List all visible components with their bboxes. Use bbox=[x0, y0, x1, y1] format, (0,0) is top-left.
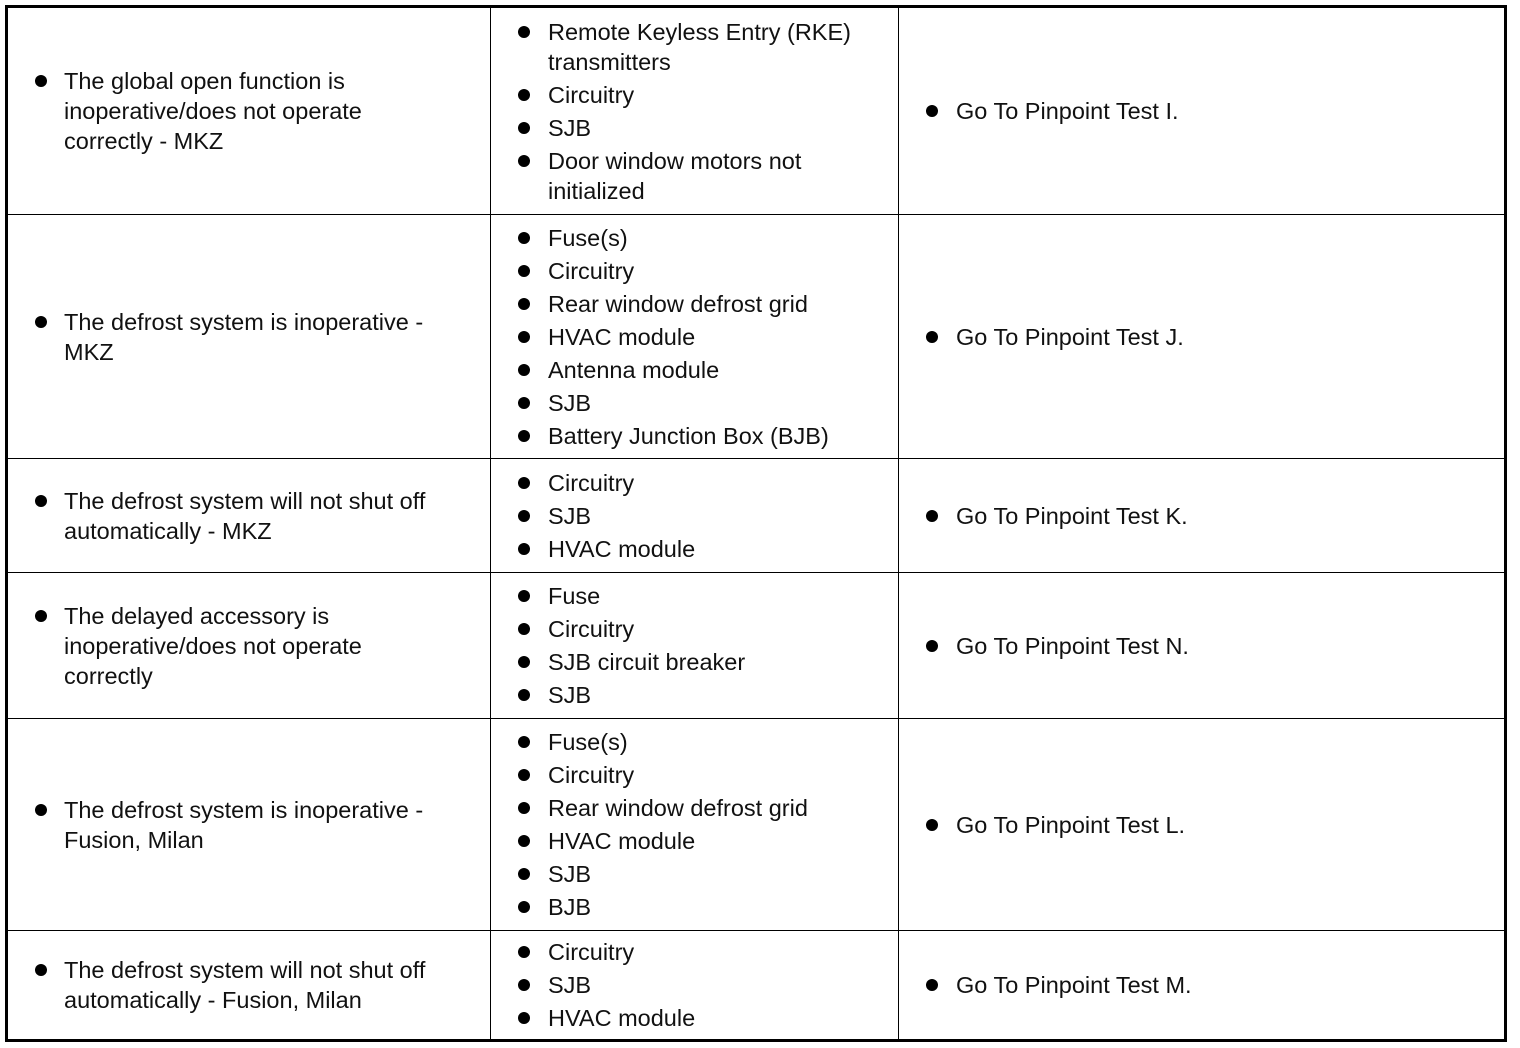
condition-cell bbox=[8, 573, 491, 718]
cause-text: Remote Keyless Entry (RKE) transmitters bbox=[548, 18, 851, 75]
cause-item bbox=[491, 17, 898, 77]
bullet-icon bbox=[518, 656, 530, 668]
condition-text: The defrost system will not shut off automatically - Fusion, Milan bbox=[64, 957, 426, 1013]
cause-text: HVAC module bbox=[548, 1005, 696, 1031]
action-cell bbox=[899, 459, 1504, 572]
bullet-icon bbox=[518, 265, 530, 277]
bullet-icon bbox=[518, 946, 530, 958]
bullet-icon bbox=[518, 298, 530, 310]
cause-item bbox=[491, 388, 898, 418]
cause-item bbox=[491, 223, 898, 253]
bullet-icon bbox=[518, 623, 530, 635]
bullet-icon bbox=[518, 736, 530, 748]
cause-text: Circuitry bbox=[548, 257, 635, 284]
bullet-icon bbox=[926, 510, 938, 522]
cause-item bbox=[491, 501, 898, 531]
cause-text: HVAC module bbox=[548, 828, 696, 854]
cause-item bbox=[491, 970, 898, 1000]
action-item bbox=[899, 501, 1504, 531]
condition-cell bbox=[8, 719, 491, 930]
action-item bbox=[899, 810, 1504, 840]
action-cell bbox=[899, 215, 1504, 458]
cause-text: BJB bbox=[548, 894, 592, 920]
cause-text: SJB bbox=[548, 682, 592, 708]
cause-item bbox=[491, 322, 898, 352]
cause-item bbox=[491, 1003, 898, 1033]
bullet-icon bbox=[518, 397, 530, 409]
table-row bbox=[8, 459, 1504, 573]
table-row bbox=[8, 719, 1504, 931]
action-item bbox=[899, 970, 1504, 1000]
cause-item bbox=[491, 80, 898, 110]
bullet-icon bbox=[518, 769, 530, 781]
table-row bbox=[8, 931, 1504, 1039]
bullet-icon bbox=[35, 610, 47, 622]
cause-item bbox=[491, 581, 898, 611]
cause-text: SJB bbox=[548, 502, 592, 529]
condition-item bbox=[8, 486, 504, 546]
bullet-icon bbox=[35, 316, 47, 328]
action-cell bbox=[899, 719, 1504, 930]
condition-item bbox=[8, 795, 484, 855]
bullet-icon bbox=[35, 75, 47, 87]
bullet-icon bbox=[35, 804, 47, 816]
bullet-icon bbox=[518, 430, 530, 442]
condition-cell bbox=[8, 931, 491, 1039]
possible-source-cell bbox=[491, 573, 899, 718]
possible-source-cell bbox=[491, 8, 899, 214]
cause-item bbox=[491, 859, 898, 889]
bullet-icon bbox=[926, 105, 938, 117]
table-row bbox=[8, 573, 1504, 719]
condition-text: The global open function is inoperative/does not operate correctly - MKZ bbox=[64, 68, 362, 154]
possible-source-cell bbox=[491, 931, 899, 1039]
cause-text: SJB bbox=[548, 972, 592, 998]
cause-item bbox=[491, 113, 898, 143]
bullet-icon bbox=[518, 543, 530, 555]
condition-cell bbox=[8, 215, 491, 458]
cause-text: Battery Junction Box (BJB) bbox=[548, 422, 829, 449]
bullet-icon bbox=[518, 802, 530, 814]
possible-source-cell bbox=[491, 719, 899, 930]
condition-text: The defrost system is inoperative - MKZ bbox=[64, 308, 424, 365]
cause-text: SJB bbox=[548, 114, 592, 141]
bullet-icon bbox=[518, 901, 530, 913]
condition-cell bbox=[8, 8, 491, 214]
bullet-icon bbox=[926, 640, 938, 652]
cause-text: HVAC module bbox=[548, 323, 696, 350]
cause-text: SJB circuit breaker bbox=[548, 649, 746, 675]
cause-text: Circuitry bbox=[548, 469, 635, 496]
action-text: Go To Pinpoint Test M. bbox=[956, 972, 1192, 998]
cause-text: Fuse(s) bbox=[548, 729, 628, 755]
cause-item bbox=[491, 680, 898, 710]
bullet-icon bbox=[518, 510, 530, 522]
possible-source-cell bbox=[491, 459, 899, 572]
table-row bbox=[8, 8, 1504, 215]
bullet-icon bbox=[518, 232, 530, 244]
bullet-icon bbox=[518, 155, 530, 167]
action-text: Go To Pinpoint Test I. bbox=[956, 98, 1179, 124]
bullet-icon bbox=[518, 689, 530, 701]
action-cell bbox=[899, 573, 1504, 718]
cause-text: Fuse bbox=[548, 583, 601, 609]
cause-item bbox=[491, 534, 898, 564]
cause-text: Rear window defrost grid bbox=[548, 290, 808, 317]
cause-item bbox=[491, 614, 898, 644]
cause-text: Circuitry bbox=[548, 616, 635, 642]
condition-item bbox=[8, 601, 454, 691]
cause-item bbox=[491, 647, 898, 677]
cause-item bbox=[491, 826, 898, 856]
cause-item bbox=[491, 892, 898, 922]
cause-item bbox=[491, 937, 898, 967]
action-text: Go To Pinpoint Test K. bbox=[956, 502, 1188, 529]
condition-item bbox=[8, 955, 504, 1015]
table-row bbox=[8, 215, 1504, 459]
action-text: Go To Pinpoint Test L. bbox=[956, 811, 1186, 838]
bullet-icon bbox=[518, 590, 530, 602]
cause-item bbox=[491, 146, 898, 206]
cause-text: Circuitry bbox=[548, 81, 635, 108]
cause-text: HVAC module bbox=[548, 535, 696, 562]
bullet-icon bbox=[926, 331, 938, 343]
bullet-icon bbox=[35, 964, 47, 976]
cause-text: SJB bbox=[548, 389, 592, 416]
cause-text: Circuitry bbox=[548, 939, 635, 965]
action-item bbox=[899, 631, 1504, 661]
cause-text: Rear window defrost grid bbox=[548, 795, 808, 821]
condition-text: The delayed accessory is inoperative/does not operate correctly bbox=[64, 602, 362, 689]
bullet-icon bbox=[518, 26, 530, 38]
action-item bbox=[899, 322, 1504, 352]
action-cell bbox=[899, 8, 1504, 214]
cause-item bbox=[491, 289, 898, 319]
possible-source-cell bbox=[491, 215, 899, 458]
bullet-icon bbox=[518, 122, 530, 134]
action-cell bbox=[899, 931, 1504, 1039]
action-item bbox=[899, 96, 1504, 126]
condition-text: The defrost system is inoperative - Fusion, Milan bbox=[64, 796, 424, 853]
symptom-chart-table bbox=[5, 5, 1507, 1042]
bullet-icon bbox=[518, 89, 530, 101]
cause-item bbox=[491, 793, 898, 823]
cause-text: Fuse(s) bbox=[548, 224, 628, 251]
bullet-icon bbox=[518, 868, 530, 880]
bullet-icon bbox=[518, 835, 530, 847]
cause-item bbox=[491, 760, 898, 790]
condition-cell bbox=[8, 459, 491, 572]
condition-text: The defrost system will not shut off automatically - MKZ bbox=[64, 487, 426, 544]
cause-item bbox=[491, 421, 898, 451]
cause-text: Circuitry bbox=[548, 762, 635, 788]
cause-item bbox=[491, 468, 898, 498]
bullet-icon bbox=[518, 979, 530, 991]
cause-item bbox=[491, 256, 898, 286]
bullet-icon bbox=[35, 495, 47, 507]
cause-text: Door window motors not initialized bbox=[548, 147, 802, 204]
bullet-icon bbox=[926, 979, 938, 991]
action-text: Go To Pinpoint Test N. bbox=[956, 632, 1189, 659]
cause-item bbox=[491, 727, 898, 757]
condition-item bbox=[8, 307, 484, 367]
action-text: Go To Pinpoint Test J. bbox=[956, 323, 1184, 350]
cause-text: Antenna module bbox=[548, 356, 720, 383]
bullet-icon bbox=[926, 819, 938, 831]
bullet-icon bbox=[518, 364, 530, 376]
condition-item bbox=[8, 66, 454, 156]
bullet-icon bbox=[518, 331, 530, 343]
cause-item bbox=[491, 355, 898, 385]
bullet-icon bbox=[518, 477, 530, 489]
bullet-icon bbox=[518, 1012, 530, 1024]
cause-text: SJB bbox=[548, 861, 592, 887]
